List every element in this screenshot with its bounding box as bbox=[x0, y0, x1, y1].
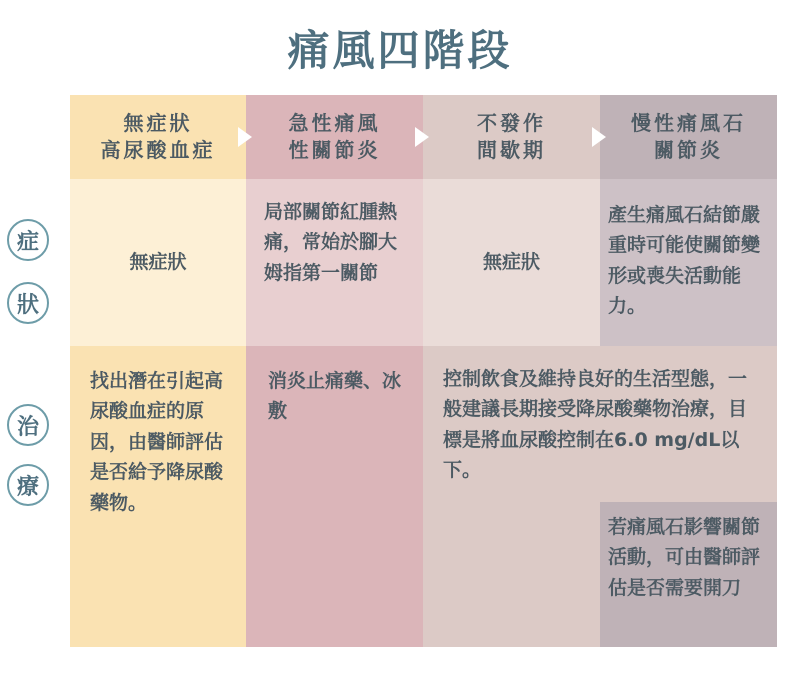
symptom-cell-3 bbox=[423, 179, 600, 346]
treatment-text-1: 找出潛在引起高尿酸血症的原因，由醫師評估是否給予降尿酸藥物。 bbox=[90, 370, 224, 514]
treatment-text-3-4: 控制飲食及維持良好的生活型態，一般建議長期接受降尿酸藥物治療，目標是將血尿酸控制在6.0 mg/dL以下。 bbox=[443, 368, 748, 482]
treatment-cell-3-4 bbox=[423, 346, 777, 502]
symptom-text-1: 無症狀 bbox=[129, 251, 187, 274]
symptom-cell-4 bbox=[600, 179, 777, 346]
arrow-right-icon bbox=[238, 127, 252, 147]
symptom-text-4: 產生痛風石結節嚴重時可能使關節變形或喪失活動能力。 bbox=[608, 204, 761, 318]
stage-header-3: 不發作 間歇期 bbox=[423, 95, 600, 179]
treatment-cell-4 bbox=[600, 502, 777, 647]
treatment-text-2: 消炎止痛藥、冰敷 bbox=[268, 370, 402, 423]
stage-header-2: 急性痛風 性關節炎 bbox=[246, 95, 423, 179]
arrow-right-icon bbox=[415, 127, 429, 147]
arrow-right-icon bbox=[592, 127, 606, 147]
symptom-text-3: 無症狀 bbox=[482, 251, 540, 274]
treatment-cell-2 bbox=[246, 346, 423, 647]
symptom-text-2: 局部關節紅腫熱痛，常始於腳大姆指第一關節 bbox=[264, 201, 398, 284]
stage-header-4: 慢性痛風石 關節炎 bbox=[600, 95, 777, 179]
row-label-symptom-2: 狀 bbox=[7, 282, 49, 324]
treatment-cell-1 bbox=[70, 346, 246, 647]
treatment-cell-3-empty bbox=[423, 502, 600, 647]
row-label-treatment-1: 治 bbox=[7, 404, 49, 446]
stage-header-1: 無症狀 高尿酸血症 bbox=[70, 95, 246, 179]
symptom-cell-2 bbox=[246, 179, 423, 346]
row-label-treatment-2: 療 bbox=[7, 464, 49, 506]
symptom-cell-1 bbox=[70, 179, 246, 346]
row-label-symptom-1: 症 bbox=[7, 219, 49, 261]
treatment-text-4: 若痛風石影響關節活動，可由醫師評估是否需要開刀 bbox=[608, 516, 761, 599]
page-title: 痛風四階段 bbox=[287, 26, 513, 75]
